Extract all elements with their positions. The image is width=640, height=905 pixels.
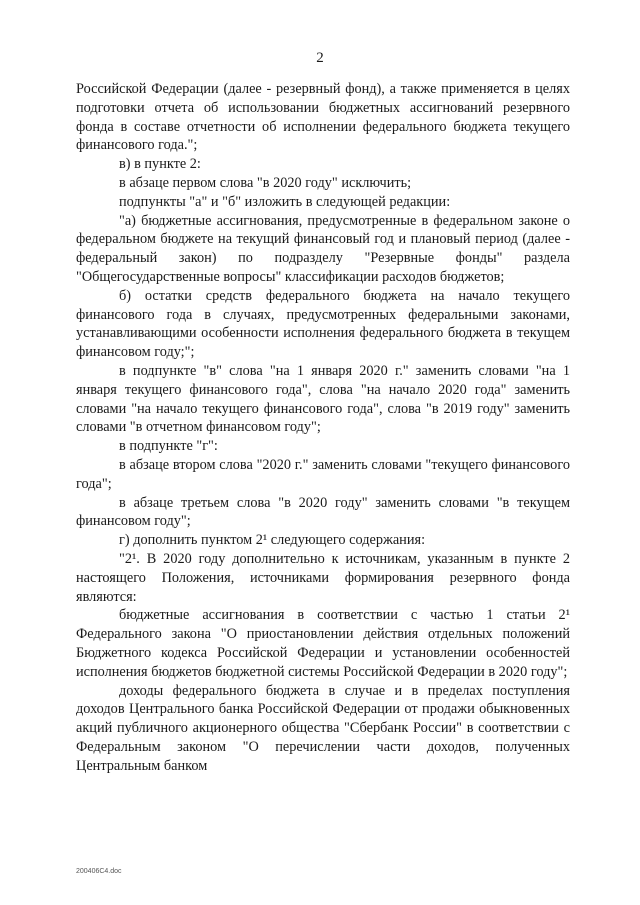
paragraph-7: в подпункте "в" слова "на 1 января 2020 г." заменить словами "на 1 января текущего финансового года", слова "на начало 2020 года" заменить словами "на начало текущего финансового года", слова "в 2019 году" заменить словами "в отчетном финансовом году"; — [76, 362, 570, 436]
paragraph-2: в) в пункте 2: — [119, 156, 201, 173]
document-body — [76, 80, 570, 775]
paragraph-1: Российской Федерации (далее - резервный фонд), а также применяется в целях подготовки отчета об использовании бюджетных ассигнований резервного фонда в составе отчетности об исполнении федерального бюджета текущего финансового года."; — [76, 81, 570, 154]
paragraph-3: в абзаце первом слова "в 2020 году" исключить; — [119, 174, 412, 191]
paragraph-14: доходы федерального бюджета в случае и в пределах поступления доходов Центрального банка Российской Федерации от продажи обыкновенных акций публичного акционерного общества "Сбербанк России" в соответствии с Федеральным законом "О перечислении части доходов, полученных Центральным банком — [76, 682, 570, 774]
paragraph-10: в абзаце третьем слова "в 2020 году" заменить словами "в текущем финансовом году"; — [76, 494, 570, 530]
page-number: 2 — [316, 50, 324, 66]
paragraph-13: бюджетные ассигнования в соответствии с частью 1 статьи 2¹ Федерального закона "О приостановлении действия отдельных положений Бюджетного кодекса Российской Федерации и установлении особенностей исполнения бюджетов бюджетной системы Российской Федерации в 2020 году"; — [76, 607, 570, 680]
paragraph-9: в абзаце втором слова "2020 г." заменить словами "текущего финансового года"; — [76, 456, 570, 492]
paragraph-11: г) дополнить пунктом 2¹ следующего содержания: — [119, 532, 426, 549]
paragraph-8: в подпункте "г": — [119, 438, 218, 455]
paragraph-5: "а) бюджетные ассигнования, предусмотренные в федеральном законе о федеральном бюджете на текущий финансовый год и плановый период (далее - федеральный закон) по подразделу "Резервные фонды" раздела "Общегосударственные вопросы" классификации расходов бюджетов; — [76, 212, 570, 285]
file-name-footer: 200406C4.doc — [76, 868, 122, 875]
paragraph-6: б) остатки средств федерального бюджета на начало текущего финансового года в случаях, предусмотренных федеральными законами, устанавливающими особенности исполнения федерального бюджета в текущем финансовом году;"; — [76, 287, 570, 361]
paragraph-4: подпункты "а" и "б" изложить в следующей редакции: — [119, 193, 451, 210]
paragraph-12: "2¹. В 2020 году дополнительно к источникам, указанным в пункте 2 настоящего Положения, источниками формирования резервного фонда являются: — [76, 550, 570, 605]
